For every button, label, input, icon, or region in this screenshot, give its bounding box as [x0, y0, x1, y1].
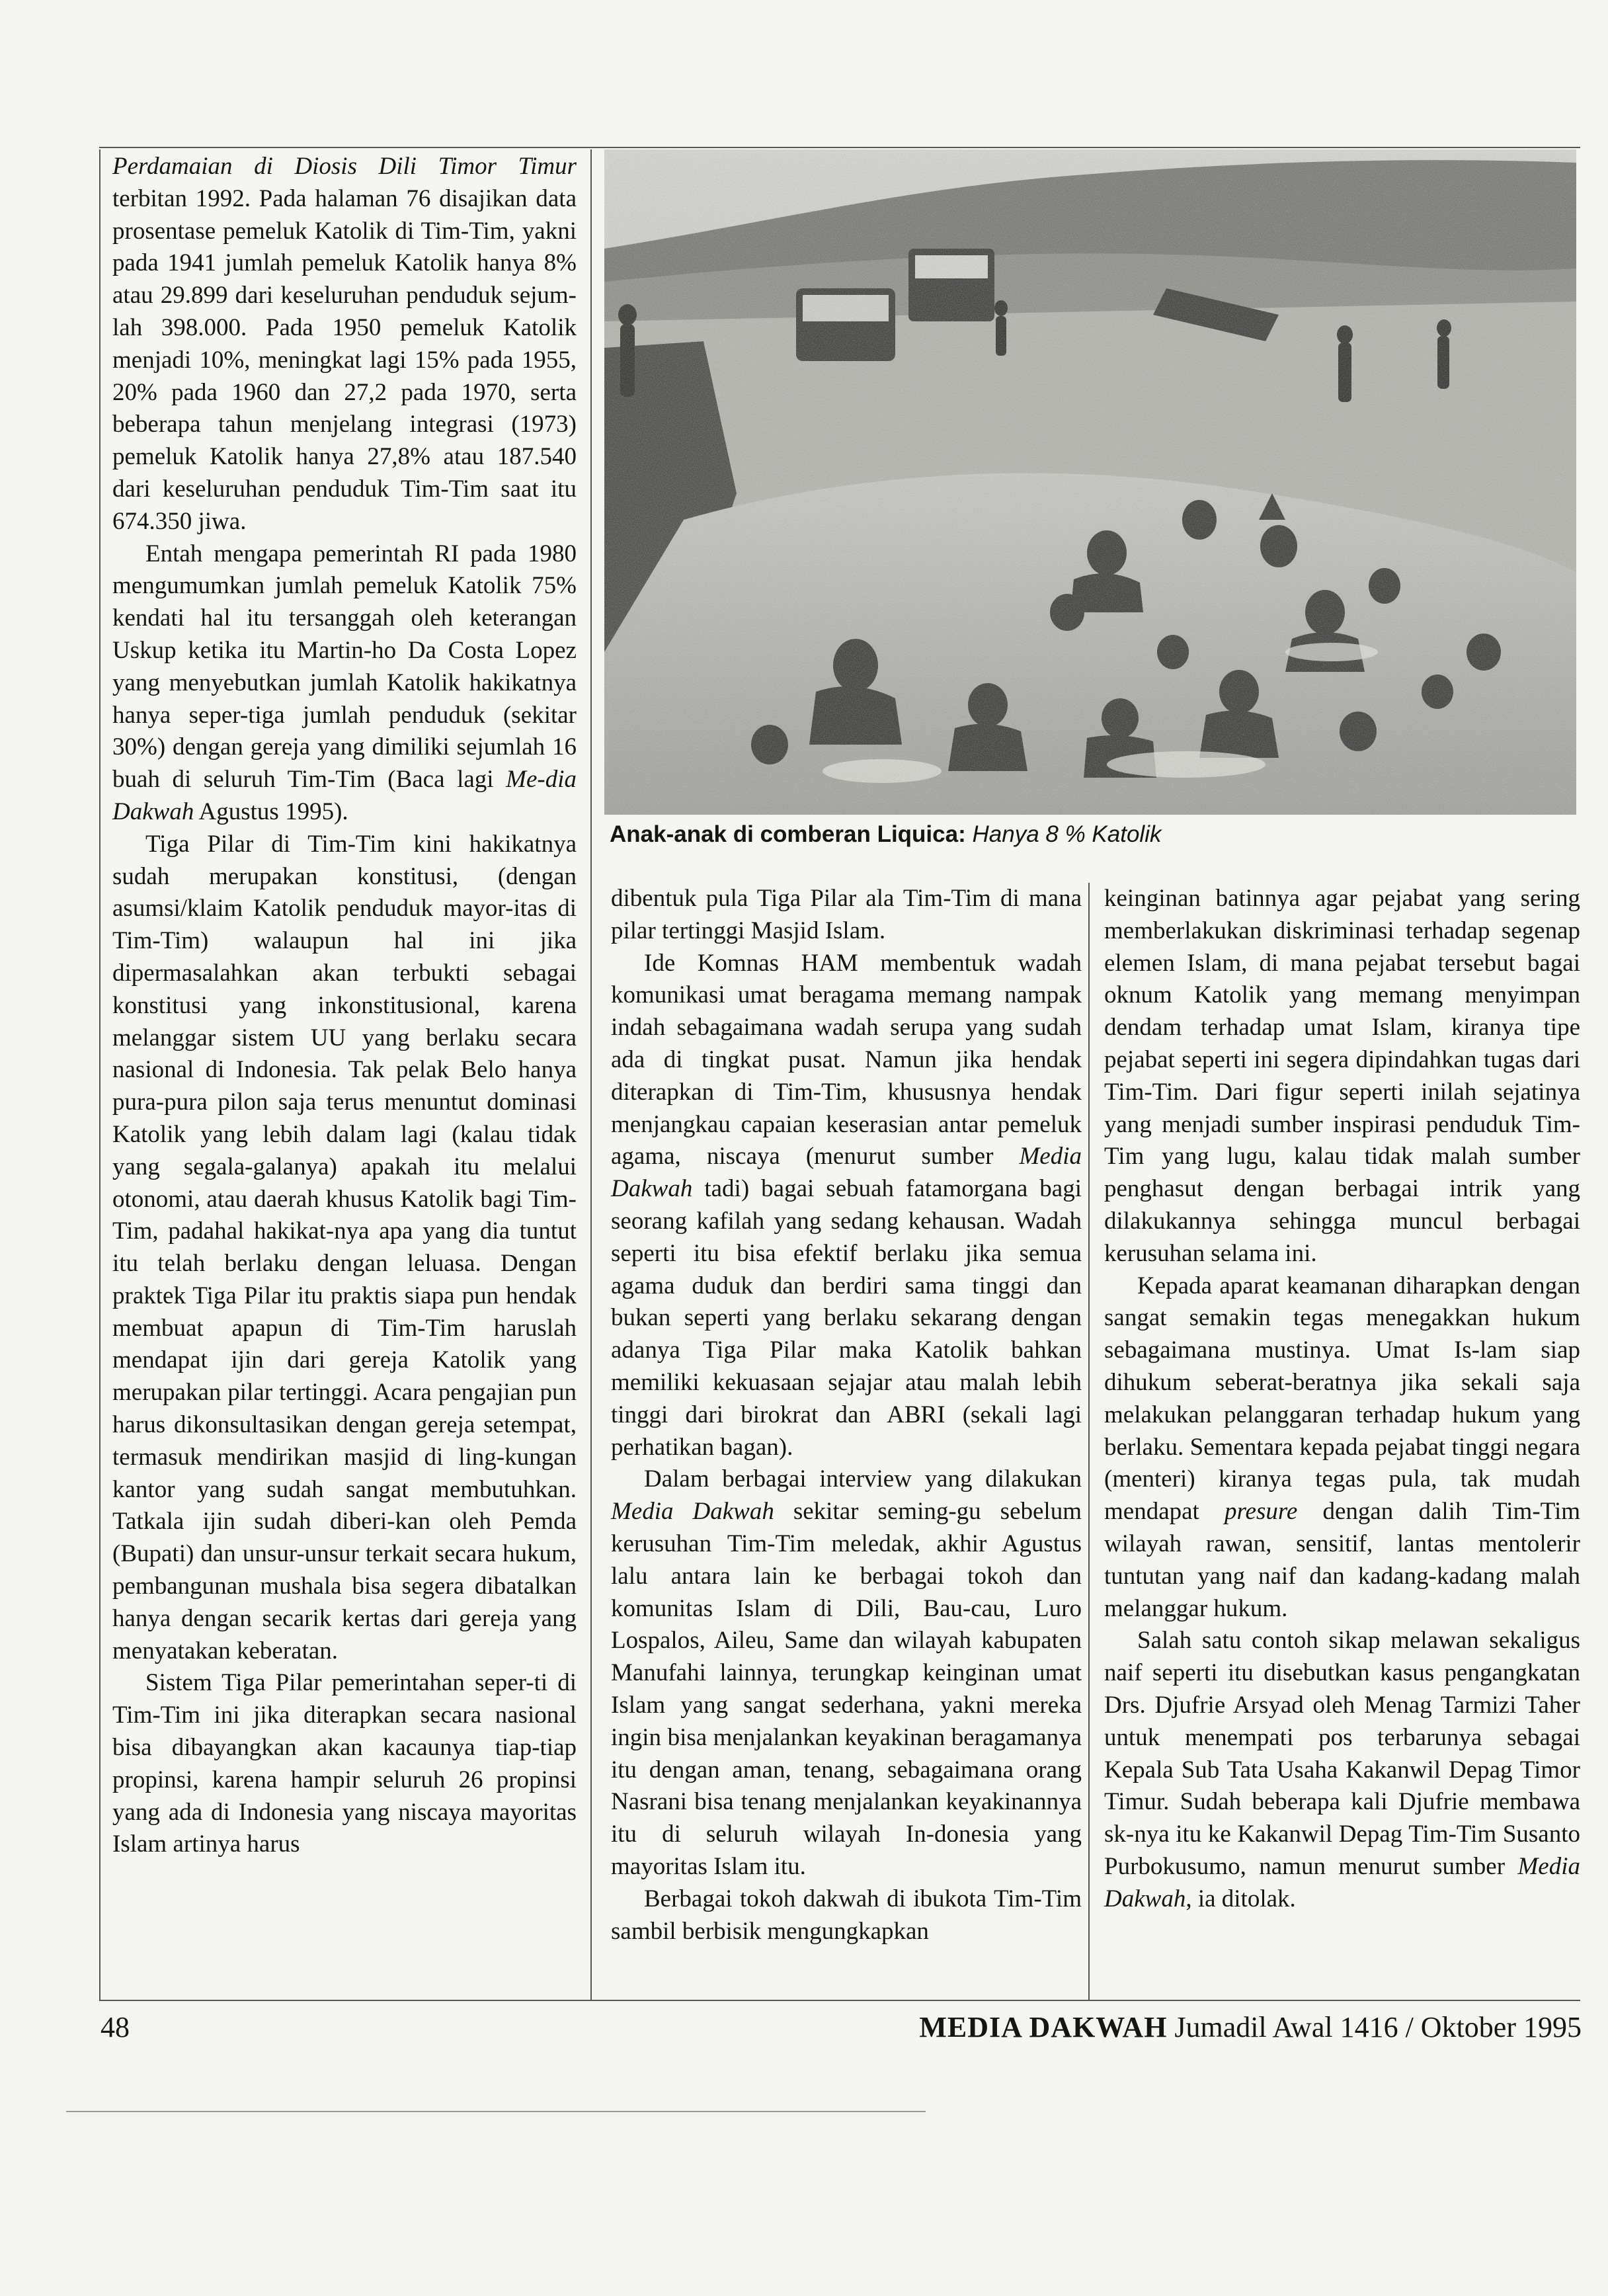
magazine-name: Media Dakwah: [611, 1143, 1082, 1203]
issue-footer: [919, 2010, 1582, 2044]
article-column-2: [611, 883, 1082, 1948]
photo-caption: [610, 820, 1588, 849]
paragraph-text: , ia ditolak.: [1186, 1885, 1296, 1912]
caption-title: Anak-anak di comberan Liquica:: [610, 821, 966, 847]
column-divider-left: [590, 149, 592, 2000]
paragraph: [112, 151, 577, 538]
bottom-rule: [99, 2000, 1580, 2001]
article-column-1: [112, 151, 577, 1861]
emphasized-word: presure: [1225, 1498, 1298, 1526]
paragraph: [611, 1463, 1082, 1883]
paragraph-text: Dalam berbagai interview yang dilakukan: [644, 1465, 1082, 1493]
scan-margin-line: [66, 2111, 926, 2112]
issue-date: Jumadil Awal 1416 / Oktober 1995: [1174, 2011, 1582, 2043]
paragraph-text: dengan dalih Tim-Tim wilayah rawan, sensitif, lantas mentolerir tuntutan yang naif dan kadang-kadang malah melanggar hukum.: [1104, 1498, 1580, 1622]
column-divider-mid: [1088, 883, 1090, 2000]
magazine-name: Me-dia Dakwah: [112, 766, 577, 825]
column-divider-left-edge: [99, 149, 100, 2000]
paragraph: [112, 538, 577, 829]
page-number: 48: [100, 2011, 130, 2043]
paragraph-text: Ide Komnas HAM membentuk wadah komunikasi umat beragama memang nampak indah sebagaimana wadah serupa yang sudah ada di tingkat pusat. Namun jika hendak diterapkan di Tim-Tim, khususnya hendak menjangkau capaian keserasian antar pemeluk agama, niscaya (menurut sumber: [611, 949, 1082, 1170]
photo-illustration: [604, 149, 1576, 815]
paragraph-text: Salah satu contoh sikap melawan sekaligus naif seperti itu disebutkan kasus pengangkatan Drs. Djufrie Arsyad oleh Menag Tarmizi Taher untuk menempati pos terbarunya sebagai Kepala Sub Tata Usaha Kakanwil Depag Timor Timur. Sudah beberapa kali Djufrie membawa sk-nya itu ke Kakanwil Depag Tim-Tim Susanto Purbokusumo, namun menurut sumber: [1104, 1627, 1580, 1880]
paragraph: [1104, 1625, 1580, 1915]
book-title: Perdamaian di Diosis Dili Timor Timur: [112, 153, 577, 180]
paragraph: Sistem Tiga Pilar pemerintahan seper-ti di Tim-Tim ini jika diterapkan secara nasional bisa dibayangkan akan kacaunya tiap-tiap propinsi, karena hampir seluruh 26 propinsi yang ada di Indonesia yang niscaya mayoritas Islam artinya harus: [112, 1669, 577, 1858]
paragraph: [1104, 1270, 1580, 1625]
paragraph-text: Entah mengapa pemerintah RI pada 1980 mengumumkan jumlah pemeluk Katolik 75% kendati hal itu tersanggah oleh keterangan Uskup ketika itu Martin-ho Da Costa Lopez yang menyebutkan jumlah Katolik hakikatnya hanya seper-tiga jumlah penduduk (sekitar 30%) dengan gereja yang dimiliki sejumlah 16 buah di seluruh Tim-Tim (Baca lagi: [112, 540, 577, 794]
paragraph: keinginan batinnya agar pejabat yang sering memberlakukan diskriminasi terhadap segenap elemen Islam, di mana pejabat tersebut bagai oknum Katolik yang memang menyimpan dendam terhadap umat Islam, kiranya tipe pejabat seperti ini segera dipindahkan tugas dari Tim-Tim. Dari figur seperti inilah sejatinya yang menjadi sumber inspirasi penduduk Tim-Tim yang lugu, kalau tidak malah sumber penghasut dengan berbagai intrik yang dilakukannya sehingga muncul berbagai kerusuhan selama ini.: [1104, 885, 1580, 1267]
paragraph: [611, 948, 1082, 1464]
paragraph-text: sekitar seming-gu sebelum kerusuhan Tim-Tim meledak, akhir Agustus lalu antara lain ke berbagai tokoh dan komunitas Islam di Dili, Bau-cau, Luro Lospalos, Aileu, Same dan wilayah kabupaten Manufahi lainnya, terungkap keinginan umat Islam yang sangat sederhana, yakni mereka ingin bisa menjalankan keyakinan beragamanya itu dengan aman, tenang, sebagaimana orang Nasrani bisa tenang menjalankan keyakinannya itu di seluruh wilayah In-donesia yang mayoritas Islam itu.: [611, 1498, 1082, 1880]
paragraph: dibentuk pula Tiga Pilar ala Tim-Tim di mana pilar tertinggi Masjid Islam.: [611, 885, 1082, 944]
magazine-title: MEDIA DAKWAH: [919, 2011, 1168, 2043]
paragraph-text: tadi) bagai sebuah fatamorgana bagi seorang kafilah yang sedang kehausan. Wadah seperti itu bisa efektif berlaku jika semua agama duduk dan berdiri sama tinggi dan bukan seperti yang berlaku sekarang dengan adanya Tiga Pilar maka Katolik bahkan memiliki kekuasaan sejajar atau malah lebih tinggi dari birokrat dan ABRI (sekali lagi perhatikan bagan).: [611, 1175, 1082, 1461]
paragraph: Tiga Pilar di Tim-Tim kini hakikatnya sudah merupakan konstitusi, (dengan asumsi/klaim Katolik penduduk mayor-itas di Tim-Tim) walaupun hal ini jika dipermasalahkan akan terbukti sebagai konstitusi yang inkonstitusional, karena melanggar sistem UU yang berlaku secara nasional di Indonesia. Tak pelak Belo hanya pura-pura pilon saja terus menuntut dominasi Katolik yang lebih dalam lagi (kalau tidak yang segala-galanya) apakah itu melalui otonomi, atau daerah khusus Katolik bagi Tim-Tim, padahal hakikat-nya apa yang dia tuntut itu telah berlaku dengan leluasa. Dengan praktek Tiga Pilar itu praktis siapa pun hendak membuat apapun di Tim-Tim haruslah mendapat ijin dari gereja Katolik yang merupakan pilar tertinggi. Acara pengajian pun harus dikonsultasikan dengan gereja setempat, termasuk mendirikan masjid di ling-kungan kantor yang sudah sangat membutuhkan. Tatkala ijin sudah diberi-kan oleh Pemda (Bupati) dan unsur-unsur terkait secara hukum, pembangunan mushala bisa segera dibatalkan hanya dengan secarik kertas dari gereja yang menyatakan keberatan.: [112, 830, 577, 1664]
magazine-name: Media Dakwah: [1104, 1852, 1580, 1912]
article-column-3: [1104, 883, 1580, 1916]
paragraph: Berbagai tokoh dakwah di ibukota Tim-Tim sambil berbisik mengungkapkan: [611, 1885, 1082, 1945]
caption-detail: Hanya 8 % Katolik: [972, 821, 1162, 847]
paragraph-text: terbitan 1992. Pada halaman 76 disajikan data prosentase pemeluk Katolik di Tim-Tim, yakni pada 1941 jumlah pemeluk Katolik hanya 8% atau 29.899 dari keseluruhan penduduk sejum-lah 398.000. Pada 1950 pemeluk Katolik menjadi 10%, meningkat lagi 15% pada 1955, 20% pada 1960 dan 27,2 pada 1970, serta beberapa tahun menjelang integrasi (1973) pemeluk Katolik hanya 27,8% atau 187.540 dari keseluruhan penduduk Tim-Tim saat itu 674.350 jiwa.: [112, 184, 577, 535]
magazine-name: Media Dakwah: [611, 1498, 774, 1526]
top-rule: [99, 147, 1580, 148]
news-photo-children-in-puddle: [604, 149, 1576, 815]
paragraph-text: Agustus 1995).: [194, 798, 348, 825]
paragraph-text: Kepada aparat keamanan diharapkan dengan sangat semakin tegas menegakkan hukum sebagaimana mustinya. Umat Is-lam siap dihukum seberat-beratnya jika sekali saja melakukan pelanggaran terhadap hukum yang berlaku. Sementara kepada pejabat tinggi negara (menteri) kiranya tegas pula, tak mudah mendapat: [1104, 1272, 1580, 1526]
